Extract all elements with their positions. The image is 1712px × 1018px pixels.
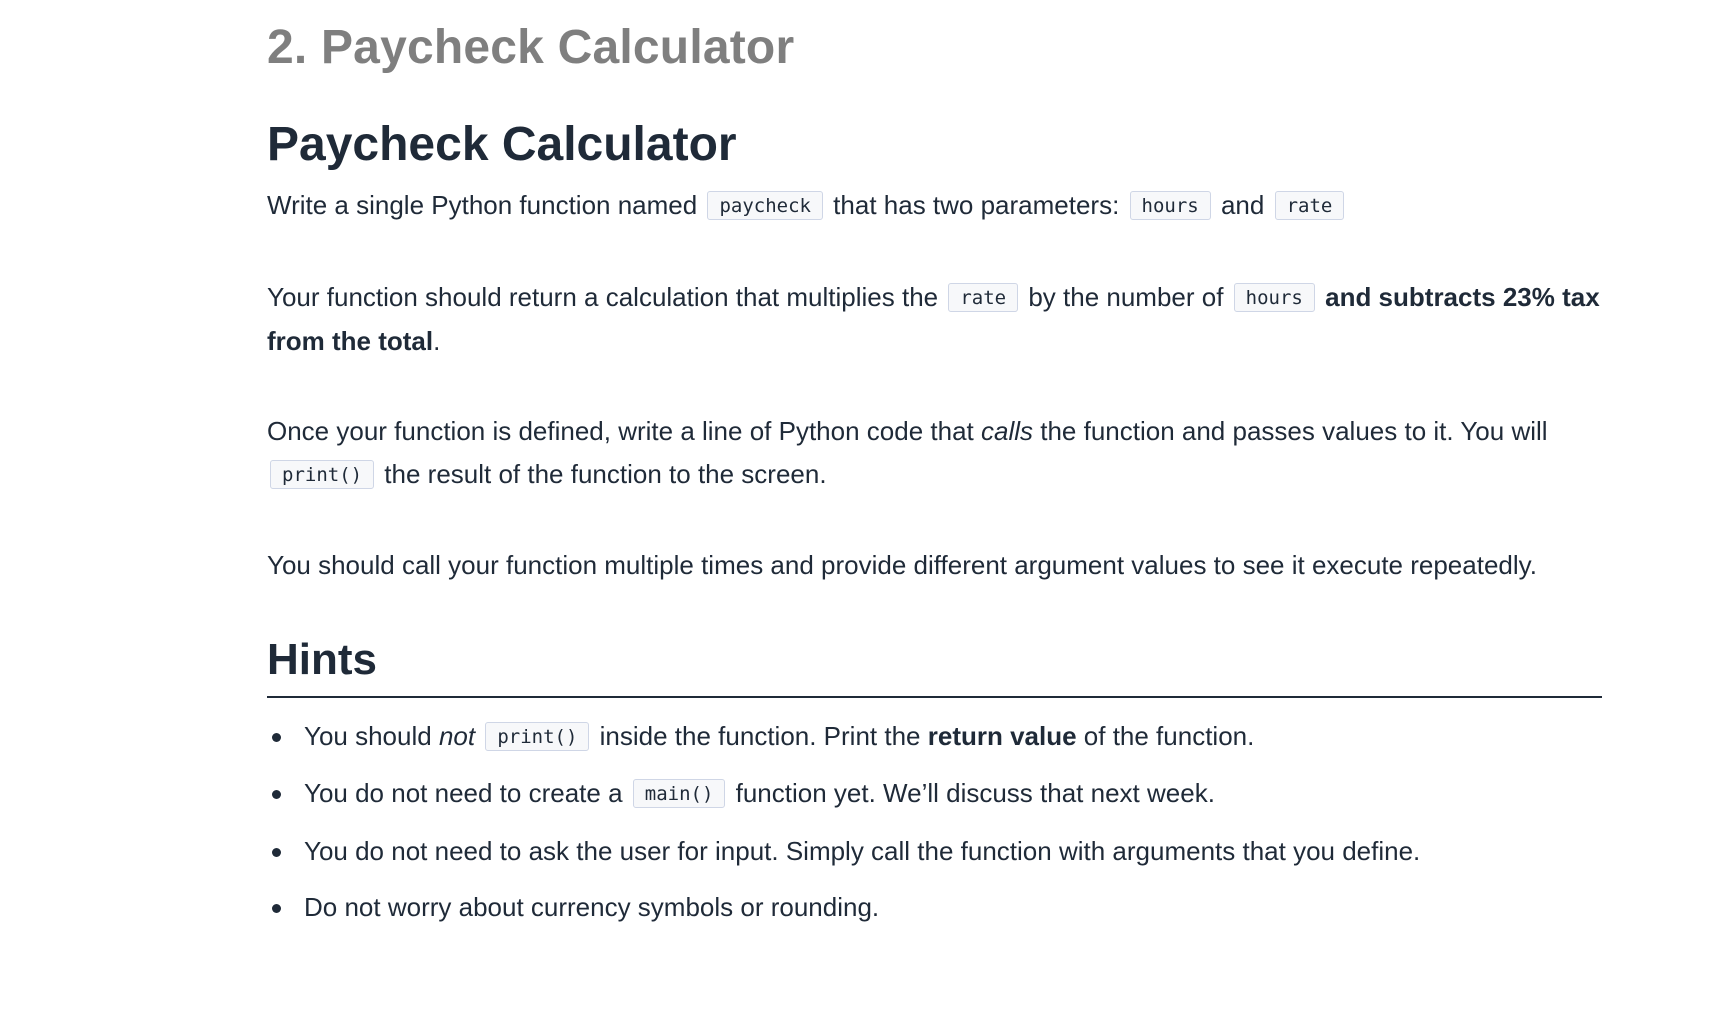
text: function yet. We’ll discuss that next week.: [728, 778, 1215, 809]
section-title: 2. Paycheck Calculator: [267, 21, 795, 74]
code-print: print(): [270, 460, 374, 489]
bold-text: and subtracts 23% tax from the total: [267, 281, 1600, 356]
text: You do not need to ask the user for input. Simply call the function with arguments that you define.: [304, 835, 1421, 866]
intro-paragraph: [267, 184, 1602, 228]
text: Once your function is defined, write a line of Python code that: [267, 415, 981, 446]
text: You should call your function multiple times and provide different argument values to see it execute repeatedly.: [267, 549, 1537, 580]
text: by the number of: [1021, 281, 1231, 312]
repeat-paragraph: [267, 544, 1602, 587]
hints-heading: Hints: [267, 635, 1602, 698]
code-rate: rate: [948, 283, 1018, 312]
page-title: Paycheck Calculator: [267, 118, 737, 172]
text: You should: [304, 720, 439, 751]
text: of the function.: [1076, 720, 1255, 751]
text: that has two parameters:: [825, 189, 1127, 220]
bold-text: return value: [927, 720, 1077, 751]
bullet-icon: [272, 904, 281, 913]
list-item: [267, 830, 1602, 873]
list-item: [267, 772, 1602, 816]
text: Write a single Python function named: [267, 189, 705, 220]
bullet-icon: [272, 733, 281, 742]
text: You do not need to create a: [304, 778, 630, 809]
text: the function and passes values to it. You will: [1033, 415, 1548, 446]
code-print: print(): [485, 722, 589, 751]
call-paragraph: [267, 410, 1602, 497]
text: and: [1213, 189, 1272, 220]
assignment-content: [267, 0, 1602, 943]
text: the result of the function to the screen.: [377, 458, 827, 489]
text: .: [433, 325, 441, 356]
text: inside the function. Print the: [592, 720, 928, 751]
list-item: [267, 886, 1602, 929]
text: Your function should return a calculation that multiplies the: [267, 281, 946, 312]
italic-text: not: [438, 720, 476, 751]
code-rate: rate: [1275, 191, 1345, 220]
code-hours: hours: [1130, 191, 1211, 220]
text: Do not worry about currency symbols or rounding.: [304, 892, 880, 923]
calculation-paragraph: [267, 276, 1602, 363]
code-main: main(): [633, 779, 726, 808]
list-item: [267, 715, 1602, 759]
code-paycheck: paycheck: [707, 191, 823, 220]
hints-list: [267, 715, 1602, 930]
code-hours: hours: [1234, 283, 1315, 312]
italic-text: calls: [980, 415, 1033, 446]
text: [475, 721, 482, 751]
bullet-icon: [272, 790, 281, 799]
bullet-icon: [272, 848, 281, 857]
